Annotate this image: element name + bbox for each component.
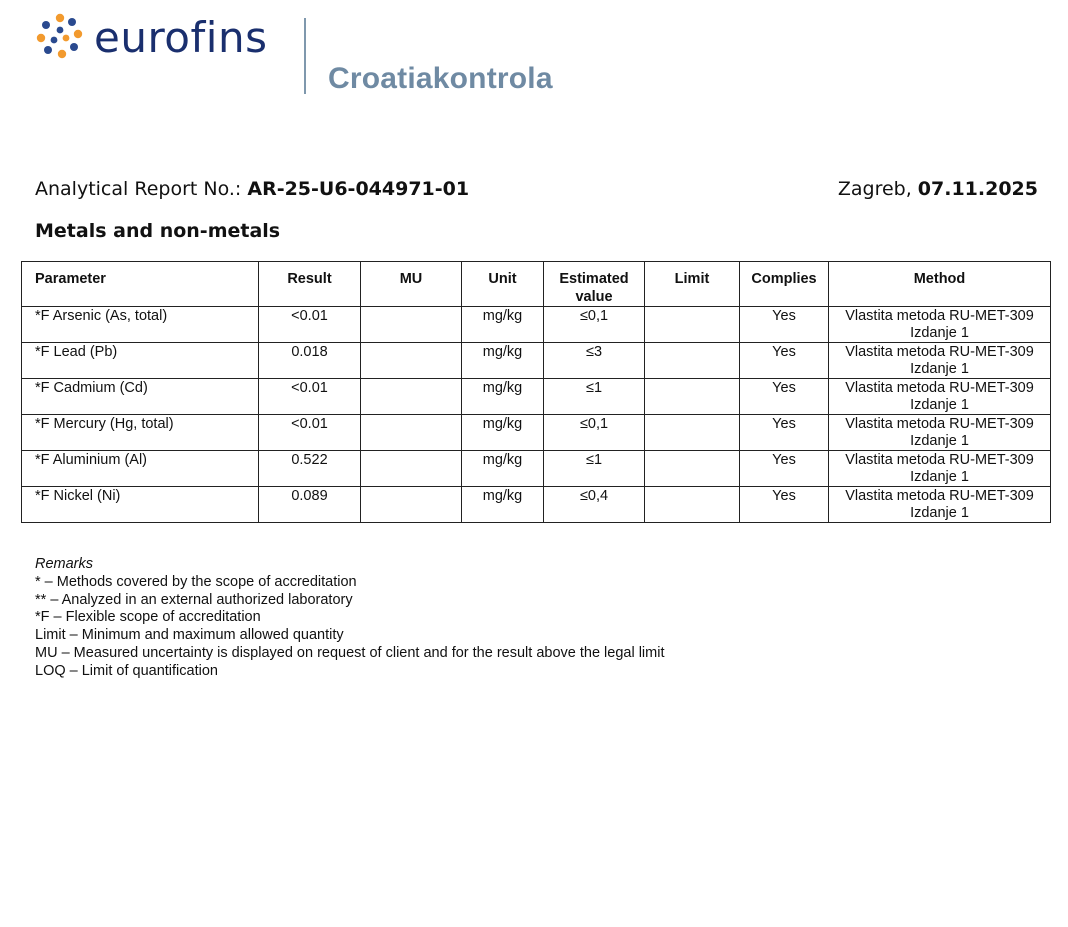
cell-unit: mg/kg [462,379,544,415]
cell-parameter: *F Nickel (Ni) [22,487,259,523]
cell-complies: Yes [740,307,829,343]
method-line2: Izdanje 1 [910,361,969,377]
eurofins-dots-icon [34,10,86,62]
table-row [22,415,1051,451]
remarks-title: Remarks [35,556,94,572]
cell-estimated: ≤0,1 [544,415,645,451]
method-line1: Vlastita metoda RU-MET-309 [845,488,1034,504]
cell-estimated: ≤1 [544,451,645,487]
table-row [22,451,1051,487]
cell-estimated: ≤0,4 [544,487,645,523]
report-header [35,178,1038,204]
method-line2: Izdanje 1 [910,325,969,341]
header-result: Result [259,262,361,307]
table-header-row [22,262,1051,307]
cell-limit [645,415,740,451]
method-line1: Vlastita metoda RU-MET-309 [845,452,1034,468]
cell-complies: Yes [740,379,829,415]
report-date: 07.11.2025 [917,178,1038,200]
header-estimated-line1: Estimated [559,271,629,287]
cell-result: <0.01 [259,415,361,451]
report-label: Analytical Report No.: [35,178,248,200]
cell-limit [645,451,740,487]
logo-subsidiary-text: Croatiakontrola [328,62,553,95]
method-line2: Izdanje 1 [910,505,969,521]
report-number: AR-25-U6-044971-01 [247,178,470,200]
cell-mu [361,487,462,523]
method-line1: Vlastita metoda RU-MET-309 [845,416,1034,432]
cell-estimated: ≤1 [544,379,645,415]
results-table [21,261,1051,523]
cell-method [829,343,1051,379]
remark-line: ** – Analyzed in an external authorized laboratory [35,591,353,608]
cell-unit: mg/kg [462,307,544,343]
remark-line: LOQ – Limit of quantification [35,662,218,679]
header-estimated-line2: value [575,289,613,305]
method-line2: Izdanje 1 [910,469,969,485]
cell-complies: Yes [740,487,829,523]
report-number-line [35,178,469,200]
remarks-section [35,556,664,681]
cell-method [829,415,1051,451]
method-line2: Izdanje 1 [910,433,969,449]
cell-method [829,307,1051,343]
header-limit: Limit [645,262,740,307]
cell-complies: Yes [740,343,829,379]
method-line1: Vlastita metoda RU-MET-309 [845,344,1034,360]
header-unit: Unit [462,262,544,307]
header-mu: MU [361,262,462,307]
cell-unit: mg/kg [462,415,544,451]
cell-mu [361,307,462,343]
company-logo [34,10,554,100]
header-method: Method [829,262,1051,307]
cell-limit [645,343,740,379]
cell-parameter: *F Cadmium (Cd) [22,379,259,415]
cell-limit [645,379,740,415]
table-row [22,307,1051,343]
cell-unit: mg/kg [462,487,544,523]
header-parameter: Parameter [22,262,259,307]
cell-parameter: *F Mercury (Hg, total) [22,415,259,451]
cell-limit [645,307,740,343]
remark-line: * – Methods covered by the scope of accreditation [35,573,357,590]
cell-estimated: ≤0,1 [544,307,645,343]
cell-unit: mg/kg [462,343,544,379]
table-row [22,343,1051,379]
remark-line: *F – Flexible scope of accreditation [35,609,261,626]
cell-result: <0.01 [259,307,361,343]
cell-method [829,379,1051,415]
cell-parameter: *F Lead (Pb) [22,343,259,379]
report-city: Zagreb, [837,178,918,200]
cell-result: <0.01 [259,379,361,415]
cell-mu [361,451,462,487]
cell-result: 0.522 [259,451,361,487]
header-estimated-value [544,262,645,307]
remark-line: MU – Measured uncertainty is displayed on request of client and for the result above the legal limit [35,644,665,661]
cell-result: 0.018 [259,343,361,379]
method-line1: Vlastita metoda RU-MET-309 [845,308,1034,324]
cell-parameter: *F Aluminium (Al) [22,451,259,487]
cell-mu [361,379,462,415]
cell-estimated: ≤3 [544,343,645,379]
cell-parameter: *F Arsenic (As, total) [22,307,259,343]
logo-divider [304,18,306,94]
header-complies: Complies [740,262,829,307]
report-place-date [838,178,1038,200]
remark-line: Limit – Minimum and maximum allowed quantity [35,627,344,644]
cell-complies: Yes [740,415,829,451]
method-line2: Izdanje 1 [910,397,969,413]
cell-method [829,451,1051,487]
cell-method [829,487,1051,523]
section-title: Metals and non-metals [35,220,281,242]
cell-result: 0.089 [259,487,361,523]
table-row [22,379,1051,415]
cell-complies: Yes [740,451,829,487]
cell-mu [361,343,462,379]
cell-mu [361,415,462,451]
logo-brand-text: eurofins [94,13,268,62]
table-row [22,487,1051,523]
cell-unit: mg/kg [462,451,544,487]
cell-limit [645,487,740,523]
method-line1: Vlastita metoda RU-MET-309 [845,380,1034,396]
